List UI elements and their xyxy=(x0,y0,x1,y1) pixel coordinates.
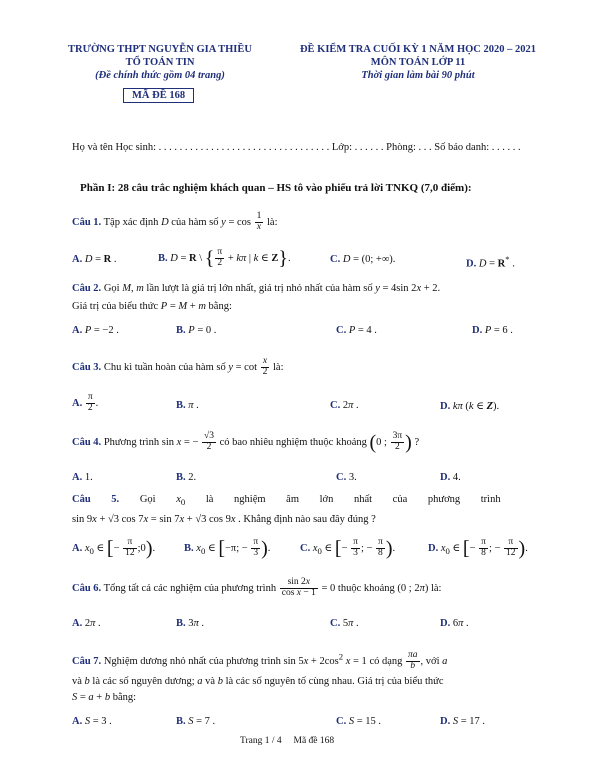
question-7-line-3: S = a + b bằng: xyxy=(72,692,137,703)
q6-answer-c[interactable]: C. 5π . xyxy=(330,618,359,629)
q1-answer-b[interactable]: B. D = R \ { $\frac{\pi}{2}$ + kπ | k ∈ Z}. xyxy=(158,247,291,270)
q1-answer-a[interactable]: A. D = R . xyxy=(72,254,117,265)
q3-answer-d[interactable]: D. kπ (k ∈ Z). xyxy=(440,401,500,412)
question-5-line-2: sin 9x + √3 cos 7x = sin 7x + √3 cos 9x . Khẳng định nào sau đây đúng ? xyxy=(72,514,376,525)
question-label: Câu 1. xyxy=(72,216,102,228)
page-number: Trang 1 / 4 xyxy=(240,736,282,746)
q6-answer-b[interactable]: B. 3π . xyxy=(176,618,205,629)
q2-answer-d[interactable]: D. P = 6 . xyxy=(472,325,513,336)
question-4: Câu 4. Phương trình sin x = − $\frac{√3}{2}$ có bao nhiêu nghiệm thuộc khoảng (0 ; $\frac{3\pi}{2}$ ) ? xyxy=(72,431,420,454)
q4-answer-c[interactable]: C. 3. xyxy=(336,472,357,483)
q4-answer-b[interactable]: B. 2. xyxy=(176,472,197,483)
department-name: TỔ TOÁN TIN xyxy=(125,57,195,68)
question-3: Câu 3. Chu kì tuần hoàn của hàm số y = cot $\frac{x}{2}$ là: xyxy=(72,356,284,377)
official-note: (Đề chính thức gồm 04 trang) xyxy=(95,70,225,81)
question-7: Câu 7. Nghiệm dương nhỏ nhất của phương trình $\sin 5x + 2\cos^2$ x = 1 có dạng $\frac{\pi a}{b}$ , với a xyxy=(72,650,448,671)
school-name: TRƯỜNG THPT NGUYỄN GIA THIỀU xyxy=(68,44,252,55)
q2-answer-a[interactable]: A. P = −2 . xyxy=(72,325,119,336)
q3-answer-c[interactable]: C. 2π . xyxy=(330,400,359,411)
q5-answer-c[interactable]: C. $x_0$ ∈ [− $\frac{\pi}{3}$ ; − $\frac{\pi}{8}$ ). xyxy=(300,537,396,560)
footer-exam-code: Mã đề 168 xyxy=(293,736,335,746)
q3-answer-b[interactable]: B. π . xyxy=(176,400,199,411)
question-5: Câu 5. Gọi $x_0$ là nghiệm âm lớn nhất của phương trình xyxy=(72,494,501,508)
question-2-line-2: Giá trị của biểu thức P = M + m bằng: xyxy=(72,301,232,312)
student-room-label: Phòng: xyxy=(386,142,416,153)
q2-answer-c[interactable]: C. P = 4 . xyxy=(336,325,377,336)
q4-answer-d[interactable]: D. 4. xyxy=(440,472,461,483)
q7-answer-d[interactable]: D. S = 17 . xyxy=(440,716,486,727)
student-number-label: Số báo danh: xyxy=(434,142,490,153)
q1-answer-d[interactable]: D. D = R* . xyxy=(466,254,515,270)
q4-answer-a[interactable]: A. 1. xyxy=(72,472,93,483)
student-name-label: Họ và tên Học sinh: xyxy=(72,142,156,153)
q6-answer-d[interactable]: D. 6π . xyxy=(440,618,469,629)
question-2: Câu 2. Gọi M, m lần lượt là giá trị lớn nhất, giá trị nhỏ nhất của hàm số y = 4sin 2x + 2. xyxy=(72,283,441,294)
q7-answer-a[interactable]: A. S = 3 . xyxy=(72,716,112,727)
page-footer xyxy=(240,736,334,746)
q5-answer-a[interactable]: A. $x_0$ ∈ [− $\frac{\pi}{12}$ ;0). xyxy=(72,537,156,560)
subject-title: MÔN TOÁN LỚP 11 xyxy=(370,57,466,68)
student-class-label: Lớp: xyxy=(331,142,353,153)
q5-answer-b[interactable]: B. $x_0$ ∈ [−π; − $\frac{\pi}{3}$ ). xyxy=(184,537,271,560)
q6-answer-a[interactable]: A. 2π . xyxy=(72,618,101,629)
q7-answer-c[interactable]: C. S = 15 . xyxy=(336,716,382,727)
section-title: Phần I: 28 câu trắc nghiệm khách quan – HS tô vào phiếu trả lời TNKQ (7,0 điểm): xyxy=(80,182,472,194)
q3-answer-a[interactable]: A. $\frac{\pi}{2}$ . xyxy=(72,392,99,413)
question-6: Câu 6. Tổng tất cả các nghiệm của phương trình $\frac{\sin 2x}{\text{cos x − 1}}$ = 0 thuộc khoảng (0 ; 2π) là: xyxy=(72,577,442,598)
question-7-line-2: và b là các số nguyên dương; a và b là các số nguyên tố cùng nhau. Giá trị của biểu thức xyxy=(72,676,444,687)
q7-answer-b[interactable]: B. S = 7 . xyxy=(176,716,216,727)
q1-answer-c[interactable]: C. D = (0; +∞). xyxy=(330,254,396,265)
q2-answer-b[interactable]: B. P = 0 . xyxy=(176,325,217,336)
question-1: Câu 1. Tập xác định D của hàm số y = cos $\frac{1}{x}$ là: xyxy=(72,211,278,232)
exam-title: ĐỀ KIỂM TRA CUỐI KỲ 1 NĂM HỌC 2020 – 2021 xyxy=(299,44,537,55)
q5-answer-d[interactable]: D. $x_0$ ∈ [− $\frac{\pi}{8}$ ; − $\frac{\pi}{12}$ ). xyxy=(428,537,528,560)
exam-code-box: MÃ ĐỀ 168 xyxy=(123,88,194,103)
student-info-line: Họ và tên Học sinh: . . . . . . . . . . . . . . . . . . . . . . . . . . . . . . . . . Lớp: . . . . . . Phòng: . . . Số báo danh: . . . . . . xyxy=(72,142,521,153)
exam-duration: Thời gian làm bài 90 phút xyxy=(361,70,475,81)
